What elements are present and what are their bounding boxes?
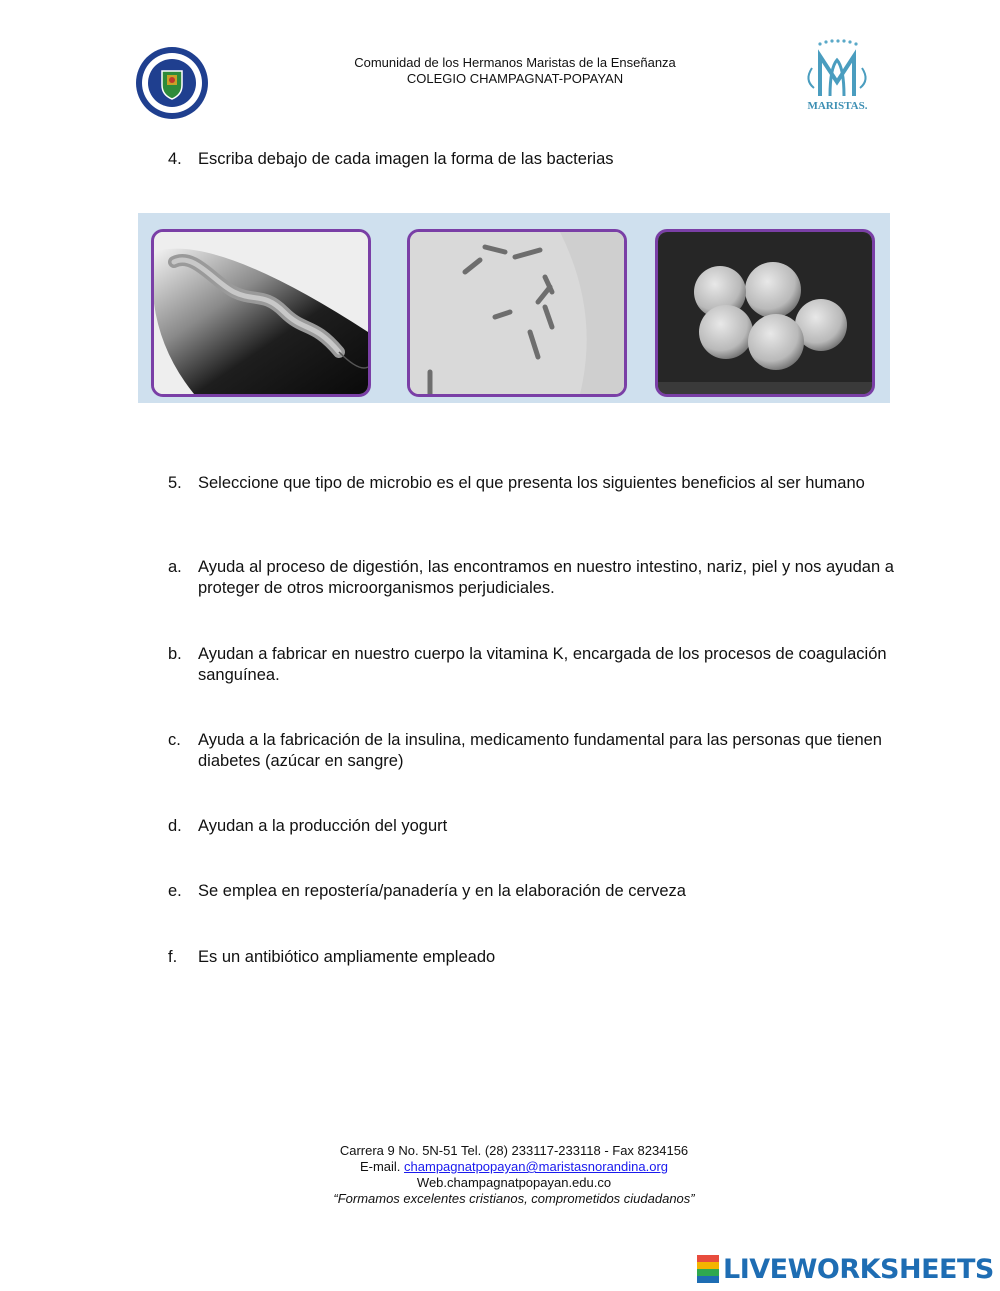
school-seal-logo xyxy=(134,45,210,121)
footer xyxy=(200,1143,828,1207)
question-number: 4. xyxy=(168,150,182,168)
question-4 xyxy=(168,149,898,171)
bacteria-image-spirillum xyxy=(151,229,371,397)
item-text: Se emplea en repostería/panadería y en la elaboración de cerveza xyxy=(198,882,686,900)
footer-motto: “Formamos excelentes cristianos, comprometidos ciudadanos” xyxy=(333,1191,695,1206)
liveworksheets-text: LIVEWORKSHEETS xyxy=(723,1253,994,1285)
list-item xyxy=(168,730,898,774)
list-item xyxy=(168,816,898,838)
footer-email-line xyxy=(200,1159,828,1175)
question-5 xyxy=(168,473,898,517)
bacteria-image-strip xyxy=(138,213,890,403)
footer-email-link[interactable]: champagnatpopayan@maristasnorandina.org xyxy=(404,1159,669,1174)
list-item xyxy=(168,644,898,688)
liveworksheets-watermark xyxy=(697,1253,994,1285)
bacteria-image-cocci xyxy=(655,229,875,397)
question-text: Seleccione que tipo de microbio es el que presenta los siguientes beneficios al ser humano xyxy=(198,474,865,492)
item-letter: e. xyxy=(168,882,182,900)
item-text: Ayuda a la fabricación de la insulina, medicamento fundamental para las personas que tienen diabetes (azúcar en sangre) xyxy=(198,731,882,770)
question-number: 5. xyxy=(168,474,182,492)
item-letter: a. xyxy=(168,558,182,576)
list-item xyxy=(168,947,898,969)
community-name: Comunidad de los Hermanos Maristas de la Enseñanza xyxy=(354,55,676,70)
item-text: Es un antibiótico ampliamente empleado xyxy=(198,948,496,966)
item-text: Ayuda al proceso de digestión, las encontramos en nuestro intestino, nariz, piel y nos ayudan a proteger de otros microorganismos perjudiciales. xyxy=(198,558,894,597)
list-item xyxy=(168,557,898,601)
header-text xyxy=(250,55,780,87)
item-letter: b. xyxy=(168,645,182,663)
item-letter: d. xyxy=(168,817,182,835)
maristas-logo-text: MARISTAS. xyxy=(807,100,868,112)
footer-email-label: E-mail. xyxy=(359,1159,405,1174)
item-text: Ayudan a fabricar en nuestro cuerpo la vitamina K, encargada de los procesos de coagulación sanguínea. xyxy=(198,645,887,684)
list-item xyxy=(168,881,898,903)
item-text: Ayudan a la producción del yogurt xyxy=(198,817,448,835)
liveworksheets-badge-icon xyxy=(697,1255,719,1283)
school-name: COLEGIO CHAMPAGNAT-POPAYAN xyxy=(406,71,624,86)
footer-address: Carrera 9 No. 5N-51 Tel. (28) 233117-233118 - Fax 8234156 xyxy=(339,1143,689,1158)
bacteria-image-bacilli xyxy=(407,229,627,397)
maristas-logo xyxy=(790,38,885,120)
item-letter: f. xyxy=(168,948,178,966)
item-letter: c. xyxy=(168,731,181,749)
question-text: Escriba debajo de cada imagen la forma de las bacterias xyxy=(198,150,614,168)
footer-web: Web.champagnatpopayan.edu.co xyxy=(416,1175,612,1190)
